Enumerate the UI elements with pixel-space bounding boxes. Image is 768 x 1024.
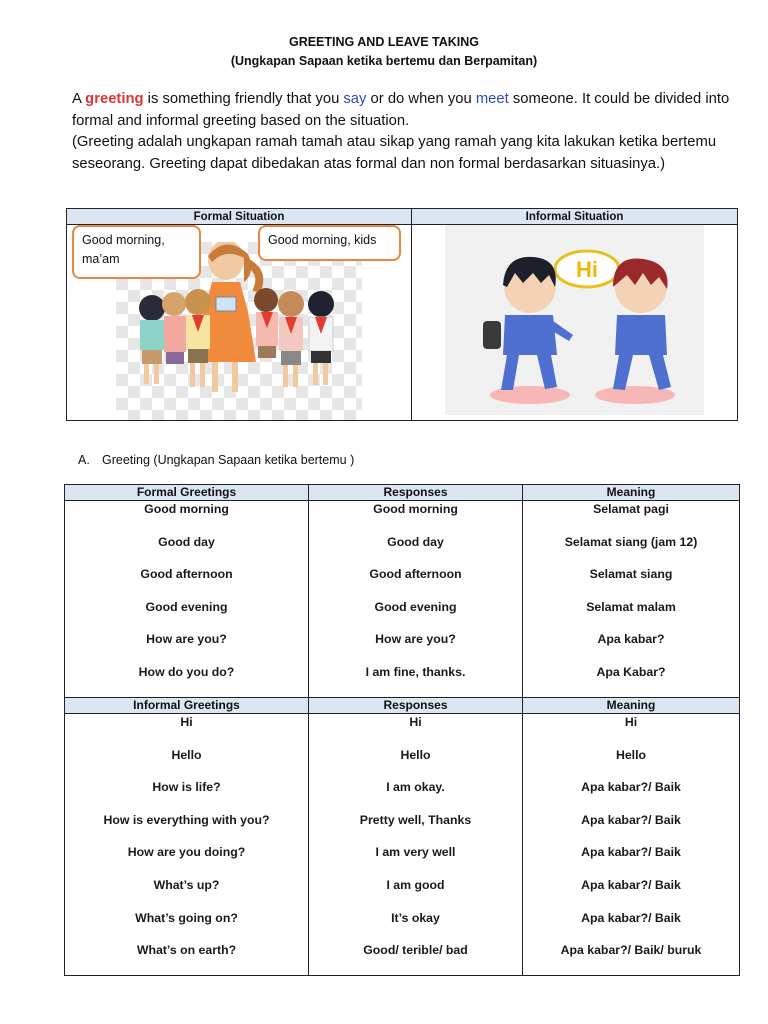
intro-paragraph-indonesian: (Greeting adalah ungkapan ramah tamah atau sikap yang ramah yang kita lakukan ketika bertemu seseorang. Greeting dapat dibedakan atas formal dan non formal berdasarkan situasinya.) bbox=[72, 134, 717, 172]
meaning-cell: Apa kabar? bbox=[523, 631, 740, 664]
greeting-cell: What’s on earth? bbox=[65, 942, 309, 975]
meaning-cell: Apa kabar?/ Baik/ buruk bbox=[523, 942, 740, 975]
formal-header-greetings: Formal Greetings bbox=[65, 485, 309, 501]
response-cell: Hi bbox=[309, 714, 523, 747]
meaning-cell: Apa Kabar? bbox=[523, 664, 740, 697]
friends-illustration bbox=[445, 225, 704, 415]
keyword-meet: meet bbox=[475, 91, 509, 107]
table-row bbox=[65, 631, 740, 664]
response-cell: I am good bbox=[309, 877, 523, 910]
meaning-cell: Apa kabar?/ Baik bbox=[523, 812, 740, 845]
response-cell: Good day bbox=[309, 534, 523, 567]
table-row bbox=[65, 599, 740, 632]
intro-paragraph-english bbox=[72, 89, 732, 132]
informal-situation-header: Informal Situation bbox=[411, 209, 737, 225]
formal-header-meaning: Meaning bbox=[523, 485, 740, 501]
response-cell: Good morning bbox=[309, 501, 523, 534]
meaning-cell: Selamat pagi bbox=[523, 501, 740, 534]
greeting-cell: Good morning bbox=[65, 501, 309, 534]
meaning-cell: Hello bbox=[523, 747, 740, 780]
meaning-cell: Apa kabar?/ Baik bbox=[523, 779, 740, 812]
informal-header-greetings: Informal Greetings bbox=[65, 698, 309, 714]
intro-text: or do when you bbox=[366, 91, 476, 107]
greeting-cell: How do you do? bbox=[65, 664, 309, 697]
keyword-say: say bbox=[343, 91, 367, 107]
table-row bbox=[65, 877, 740, 910]
greeting-cell: How are you? bbox=[65, 631, 309, 664]
table-row bbox=[65, 714, 740, 747]
greeting-cell: Good evening bbox=[65, 599, 309, 632]
speech-bubble-teacher: Good morning, kids bbox=[258, 225, 401, 261]
greeting-cell: How is everything with you? bbox=[65, 812, 309, 845]
formal-situation-header: Formal Situation bbox=[67, 209, 411, 225]
response-cell: I am very well bbox=[309, 844, 523, 877]
greeting-cell: What’s up? bbox=[65, 877, 309, 910]
table-row bbox=[65, 534, 740, 567]
informal-greetings-table bbox=[64, 697, 740, 976]
response-cell: Pretty well, Thanks bbox=[309, 812, 523, 845]
table-row bbox=[65, 566, 740, 599]
meaning-cell: Apa kabar?/ Baik bbox=[523, 877, 740, 910]
table-row bbox=[65, 664, 740, 697]
response-cell: How are you? bbox=[309, 631, 523, 664]
informal-header-meaning: Meaning bbox=[523, 698, 740, 714]
hi-text: Hi bbox=[576, 257, 598, 282]
table-row bbox=[65, 501, 740, 534]
informal-table-header-row bbox=[65, 698, 740, 714]
meaning-cell: Selamat siang (jam 12) bbox=[523, 534, 740, 567]
speech-bubble-students: Good morning, ma’am bbox=[72, 225, 201, 279]
greeting-cell: Hello bbox=[65, 747, 309, 780]
keyword-greeting: greeting bbox=[85, 91, 144, 107]
greeting-cell: What’s going on? bbox=[65, 910, 309, 943]
meaning-cell: Selamat malam bbox=[523, 599, 740, 632]
page-title: GREETING AND LEAVE TAKING bbox=[288, 35, 480, 49]
response-cell: Good/ terible/ bad bbox=[309, 942, 523, 975]
table-row bbox=[65, 844, 740, 877]
response-cell: Good afternoon bbox=[309, 566, 523, 599]
table-row bbox=[65, 910, 740, 943]
intro-text: someone. It could be divided into formal and informal greeting based on the situation. bbox=[72, 91, 730, 129]
table-row bbox=[65, 812, 740, 845]
response-cell: Hello bbox=[309, 747, 523, 780]
response-cell: I am fine, thanks. bbox=[309, 664, 523, 697]
meaning-cell: Apa kabar?/ Baik bbox=[523, 910, 740, 943]
intro-text: is something friendly that you bbox=[143, 91, 344, 107]
response-cell: I am okay. bbox=[309, 779, 523, 812]
section-marker: A. bbox=[78, 453, 90, 467]
column-divider bbox=[411, 209, 412, 420]
greeting-cell: Good afternoon bbox=[65, 566, 309, 599]
page-subtitle: (Ungkapan Sapaan ketika bertemu dan Berpamitan) bbox=[230, 54, 538, 68]
intro-text: A bbox=[72, 91, 86, 107]
greeting-cell: How is life? bbox=[65, 779, 309, 812]
response-cell: Good evening bbox=[309, 599, 523, 632]
formal-header-responses: Responses bbox=[309, 485, 523, 501]
table-row bbox=[65, 942, 740, 975]
meaning-cell: Apa kabar?/ Baik bbox=[523, 844, 740, 877]
response-cell: It’s okay bbox=[309, 910, 523, 943]
table-row bbox=[65, 747, 740, 780]
table-row bbox=[65, 779, 740, 812]
meaning-cell: Selamat siang bbox=[523, 566, 740, 599]
formal-greetings-table bbox=[64, 484, 740, 698]
formal-table-header-row bbox=[65, 485, 740, 501]
informal-header-responses: Responses bbox=[309, 698, 523, 714]
greeting-cell: Good day bbox=[65, 534, 309, 567]
greeting-cell: Hi bbox=[65, 714, 309, 747]
section-label: Greeting (Ungkapan Sapaan ketika bertemu ) bbox=[102, 453, 355, 467]
two-boys-image bbox=[445, 225, 704, 415]
section-a-heading bbox=[78, 453, 354, 467]
meaning-cell: Hi bbox=[523, 714, 740, 747]
greeting-cell: How are you doing? bbox=[65, 844, 309, 877]
